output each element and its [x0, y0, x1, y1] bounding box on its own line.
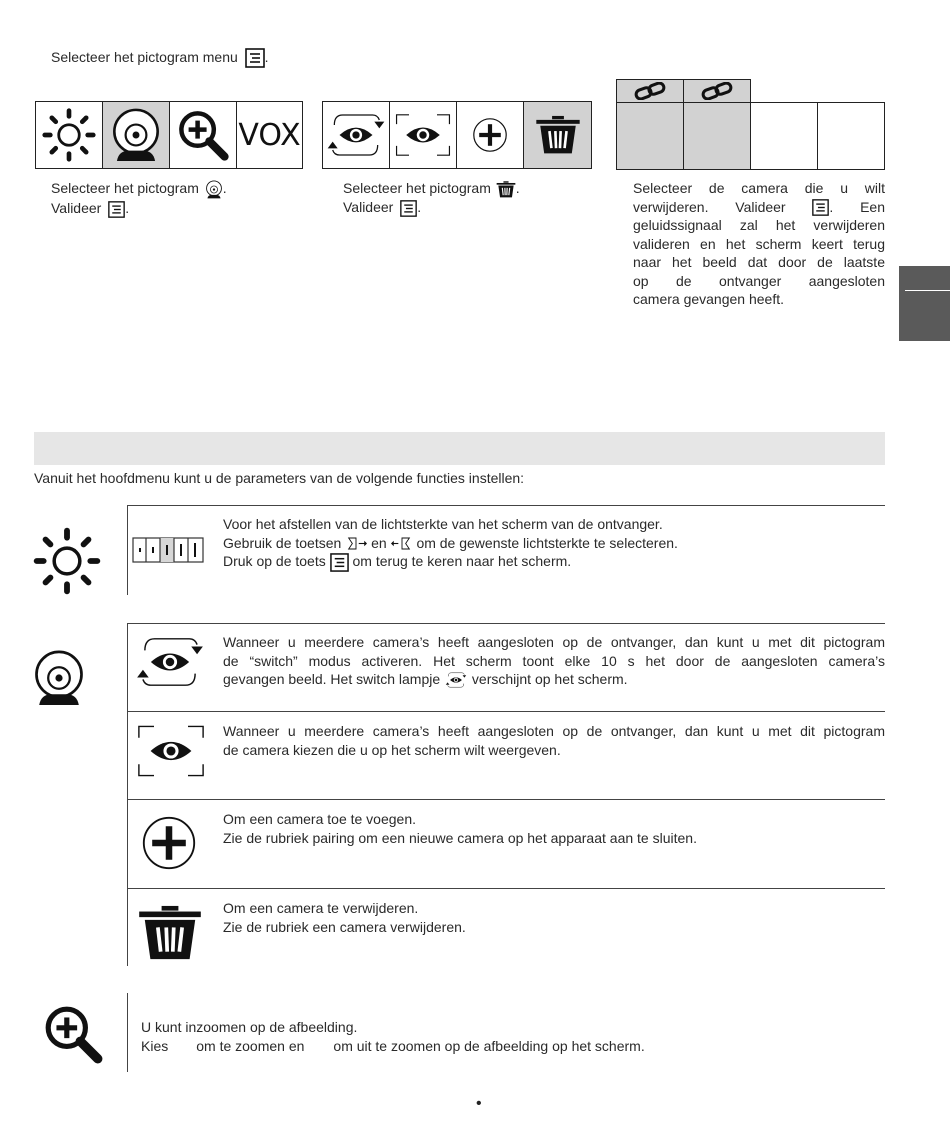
- left-key-icon: [345, 536, 367, 551]
- switch-eye-icon: [134, 633, 206, 691]
- divider: [127, 623, 128, 966]
- add-camera-description: Om een camera toe te voegen. Zie de rubriek pairing om een nieuwe camera op het apparaat aan te sluiten.: [223, 811, 697, 846]
- add-camera-button[interactable]: [456, 101, 524, 169]
- eye-icon: [137, 724, 205, 778]
- page-marker: •: [476, 1095, 482, 1112]
- chapter-tab-divider: [905, 290, 950, 291]
- divider: [127, 993, 128, 1072]
- brightness-button[interactable]: [35, 101, 103, 169]
- section-header-bar: [34, 432, 885, 465]
- right-key-icon: [391, 536, 413, 551]
- vox-label: VOX: [238, 117, 301, 153]
- switch-button[interactable]: [322, 101, 390, 169]
- zoom-icon: [42, 1003, 104, 1065]
- camera-slot-1[interactable]: [616, 102, 684, 170]
- select-camera-description: Wanneer u meerdere camera’s heeft aangesloten op de ontvanger, dan kunt u met dit pictogram de camera kiezen die u op het scherm wilt weergeven.: [223, 723, 885, 758]
- camera-icon: [205, 180, 223, 199]
- sun-icon: [32, 526, 102, 596]
- link-icon: [698, 82, 736, 100]
- zoom-icon: [176, 108, 230, 162]
- camera-slot-grid: [616, 79, 885, 170]
- col1-instructions: Selecteer het pictogram . Valideer .: [51, 180, 227, 216]
- select-camera-button[interactable]: [389, 101, 457, 169]
- chapter-tab: [899, 266, 950, 341]
- trash-icon: [496, 181, 516, 198]
- divider: [127, 711, 885, 712]
- camera-slot-4[interactable]: [817, 102, 885, 170]
- plus-icon: [141, 815, 197, 871]
- zoom-button[interactable]: [169, 101, 237, 169]
- trash-icon: [135, 905, 205, 961]
- switch-description: Wanneer u meerdere camera’s heeft aangesloten op de ontvanger, dan kunt u met dit pictogram de “switch” modus activeren. Het scherm toont elke 10 s het door de aangesloten camera’s gevangen beeld. Het switch lampje verschijnt op het scherm.: [223, 633, 885, 689]
- camera-button[interactable]: [102, 101, 170, 169]
- divider: [127, 505, 128, 595]
- eye-icon: [395, 113, 451, 157]
- col3-instructions: Selecteer de camera die u wilt verwijderen. Valideer . Een geluidssignaal zal het verwijderen valideren en het scherm keert terug naar het beeld dat door de laatste op de ontvanger aangesloten camera gevangen heeft.: [633, 180, 885, 308]
- delete-camera-button[interactable]: [523, 101, 592, 169]
- link-icon: [631, 82, 669, 100]
- divider: [127, 888, 885, 889]
- divider: [127, 623, 885, 624]
- camera-menu-toolbar: [322, 101, 592, 169]
- col2-instructions: Selecteer het pictogram . Valideer .: [343, 180, 520, 215]
- trash-icon: [535, 115, 581, 155]
- zoom-description: U kunt inzoomen op de afbeelding. Kies om te zoomen en om uit te zoomen op de afbeelding op het scherm.: [141, 1019, 645, 1054]
- menu-icon: [245, 48, 265, 68]
- menu-icon: [812, 199, 829, 216]
- main-menu-toolbar: [35, 101, 303, 169]
- menu-instruction: Selecteer het pictogram menu .: [51, 48, 269, 68]
- divider: [127, 505, 885, 506]
- camera-slot-2[interactable]: [683, 102, 751, 170]
- sun-icon: [41, 107, 97, 163]
- camera-slot-2-link: [683, 79, 751, 103]
- plus-icon: [472, 117, 508, 153]
- divider: [127, 799, 885, 800]
- switch-lamp-icon: [444, 671, 468, 689]
- brightness-level-icon: [132, 537, 204, 563]
- menu-icon: [400, 200, 417, 217]
- switch-eye-icon: [326, 110, 386, 160]
- intro-text: Vanuit het hoofdmenu kunt u de parameters van de volgende functies instellen:: [34, 470, 525, 486]
- camera-slot-3[interactable]: [750, 102, 818, 170]
- remove-camera-description: Om een camera te verwijderen. Zie de rubriek een camera verwijderen.: [223, 900, 466, 935]
- menu-icon: [330, 553, 349, 572]
- camera-icon: [110, 107, 162, 163]
- camera-slot-1-link: [616, 79, 684, 103]
- menu-icon: [108, 201, 125, 218]
- camera-icon: [32, 643, 86, 713]
- brightness-description: Voor het afstellen van de lichtsterkte van het scherm van de ontvanger. Gebruik de toetsen en om de gewenste lichtsterkte te selecteren. Druk op de toets om terug te keren naar het scherm.: [223, 515, 678, 572]
- vox-button[interactable]: [236, 101, 303, 169]
